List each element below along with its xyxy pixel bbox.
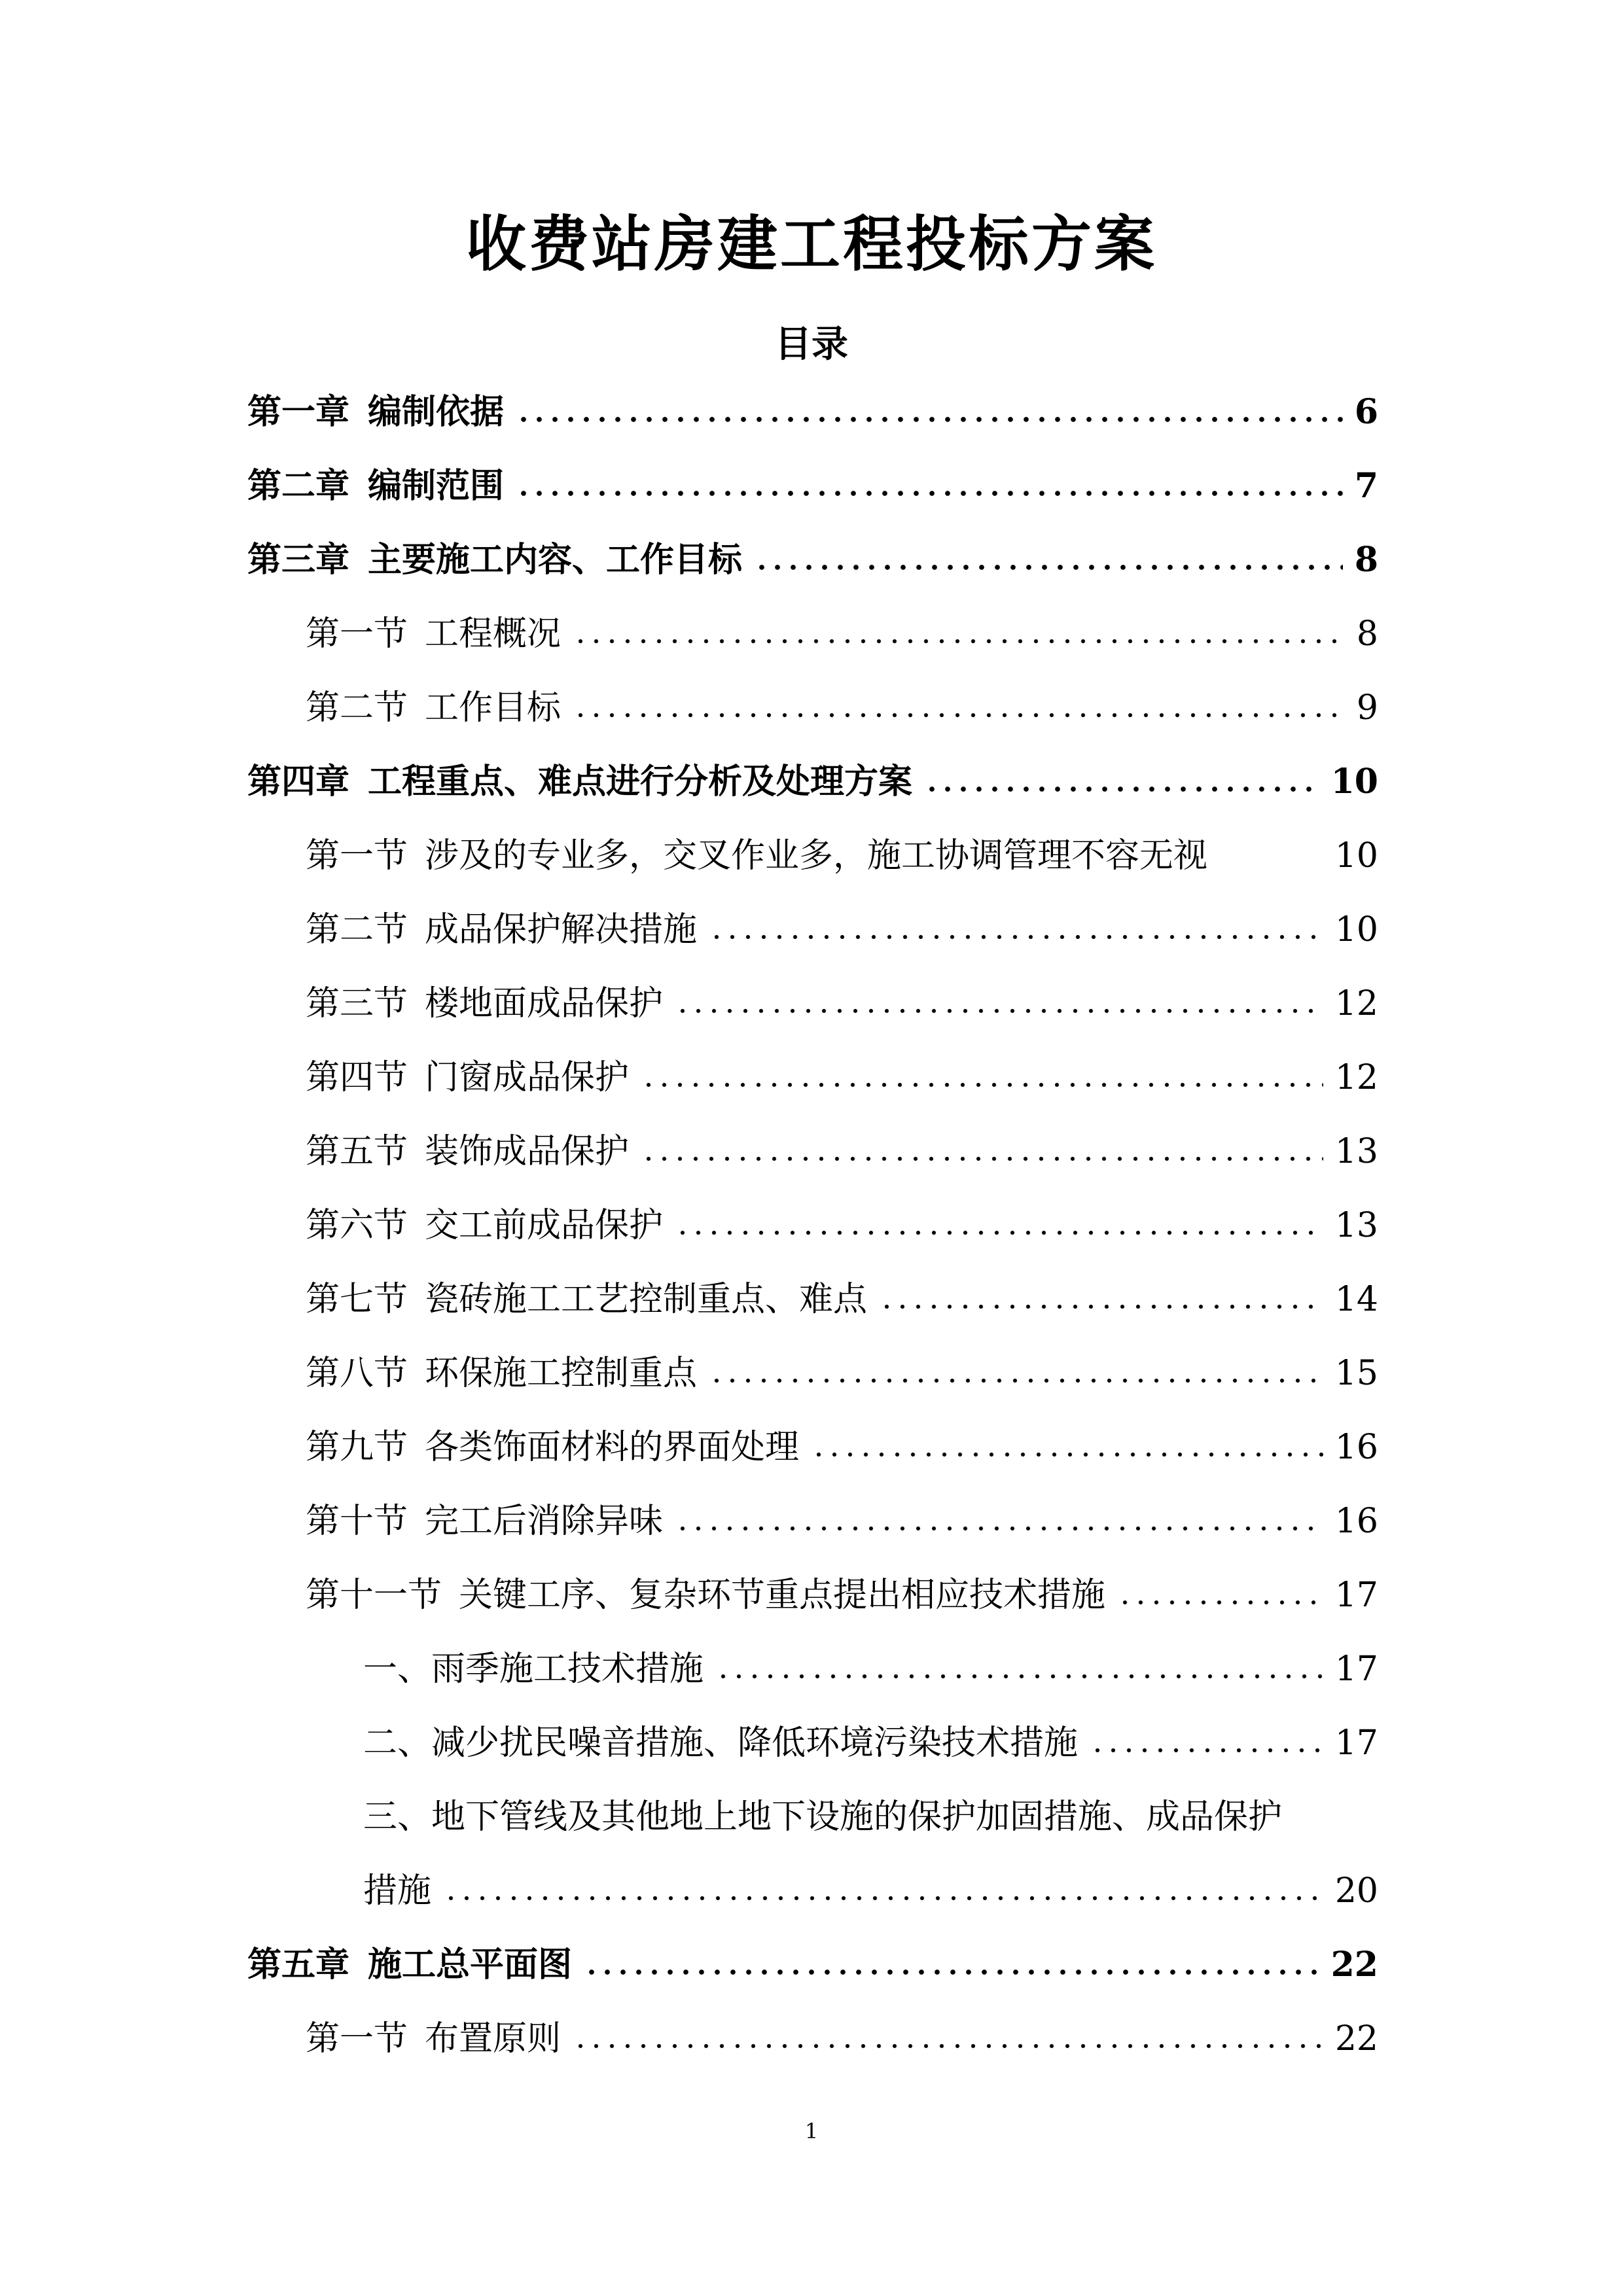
toc-row <box>0 1710 1623 1776</box>
toc-entry-section[interactable] <box>306 1341 1378 1406</box>
dot-leader <box>924 765 1319 799</box>
toc-row <box>0 601 1623 667</box>
toc-number: 第四章 <box>247 762 350 802</box>
toc-row <box>0 1563 1623 1628</box>
toc-label <box>306 984 664 1023</box>
dot-leader <box>715 1652 1323 1686</box>
dot-leader <box>573 2022 1323 2056</box>
toc-label <box>306 1502 664 1541</box>
toc-number: 第一节 <box>306 614 408 654</box>
toc-number: 第三章 <box>247 540 350 580</box>
toc-number: 第一章 <box>247 392 350 432</box>
toc-label <box>247 1945 573 1985</box>
toc-page-number: 17 <box>1334 1723 1378 1763</box>
toc-entry-section[interactable] <box>306 1045 1378 1110</box>
toc-entry-section[interactable] <box>306 823 1378 889</box>
toc-number: 第八节 <box>306 1354 408 1393</box>
toc-entry-chapter-3[interactable] <box>247 527 1378 593</box>
toc-label <box>306 836 1208 875</box>
toc-text: 楼地面成品保护 <box>425 984 664 1023</box>
toc-text: 三、地下管线及其他地上地下设施的保护加固措施、成品保护 <box>363 1797 1283 1837</box>
toc-entry-section[interactable] <box>306 1267 1378 1332</box>
toc-page-number: 9 <box>1356 688 1378 728</box>
toc-entry-section[interactable] <box>306 1563 1378 1628</box>
toc-row <box>0 823 1623 889</box>
toc-number: 第五章 <box>247 1945 350 1985</box>
toc-page-number: 13 <box>1334 1132 1378 1171</box>
toc-label <box>306 910 698 949</box>
toc-page-number: 12 <box>1334 984 1378 1023</box>
toc-page-number: 10 <box>1330 762 1378 802</box>
dot-leader <box>641 1135 1323 1169</box>
toc-page-number: 16 <box>1334 1428 1378 1467</box>
dot-leader <box>516 395 1343 429</box>
toc-number: 第十节 <box>306 1502 408 1541</box>
toc-text: 工程概况 <box>425 614 562 654</box>
toc-text: 涉及的专业多，交叉作业多，施工协调管理不容无视 <box>425 836 1208 875</box>
toc-label <box>247 540 743 580</box>
toc-text: 一、雨季施工技术措施 <box>363 1650 704 1689</box>
toc-text: 瓷砖施工工艺控制重点、难点 <box>425 1280 868 1319</box>
toc-row <box>0 675 1623 741</box>
toc-text: 环保施工控制重点 <box>425 1354 698 1393</box>
toc-number: 第三节 <box>306 984 408 1023</box>
toc-number: 第一节 <box>306 836 408 875</box>
toc-row <box>0 2006 1623 2072</box>
toc-entry-section[interactable] <box>306 1119 1378 1184</box>
toc-text: 交工前成品保护 <box>425 1206 664 1245</box>
toc-entry-item-continued[interactable] <box>363 1858 1378 1924</box>
toc-text: 装饰成品保护 <box>425 1132 630 1171</box>
toc-page-number: 14 <box>1334 1280 1378 1319</box>
toc-text: 编制依据 <box>368 392 505 432</box>
dot-leader <box>443 1874 1323 1908</box>
toc-entry-item[interactable] <box>363 1710 1378 1776</box>
toc-row <box>0 1636 1623 1702</box>
toc-label <box>306 1576 1106 1615</box>
dot-leader <box>641 1061 1323 1095</box>
toc-entry-item[interactable] <box>363 1636 1378 1702</box>
toc-label <box>306 2019 562 2058</box>
toc-text: 措施 <box>363 1871 432 1911</box>
toc-row <box>0 1489 1623 1554</box>
toc-label <box>247 392 505 432</box>
toc-page-number: 12 <box>1334 1058 1378 1097</box>
toc-entry-section[interactable] <box>306 1193 1378 1258</box>
toc-number: 第九节 <box>306 1428 408 1467</box>
toc-label <box>247 762 913 802</box>
toc-row <box>0 1415 1623 1480</box>
dot-leader <box>1219 839 1323 873</box>
toc-text: 工程重点、难点进行分析及处理方案 <box>368 762 913 802</box>
toc-heading: 目录 <box>775 323 848 366</box>
dot-leader <box>573 691 1345 725</box>
toc-page-number: 15 <box>1334 1354 1378 1393</box>
toc-text: 工作目标 <box>425 688 562 728</box>
toc-entry-item[interactable] <box>363 1784 1378 1850</box>
toc-row <box>0 749 1623 815</box>
toc-number: 第十一节 <box>306 1576 442 1615</box>
toc-number: 第二章 <box>247 466 350 506</box>
toc-page-number: 7 <box>1354 466 1378 506</box>
toc-text: 施工总平面图 <box>368 1945 573 1985</box>
toc-row <box>0 897 1623 963</box>
toc-entry-section[interactable] <box>306 1415 1378 1480</box>
toc-entry-section[interactable] <box>306 675 1378 741</box>
toc-label <box>306 1206 664 1245</box>
toc-page-number: 17 <box>1334 1650 1378 1689</box>
toc-text: 编制范围 <box>368 466 505 506</box>
toc-page-number: 22 <box>1334 2019 1378 2058</box>
toc-number: 第二节 <box>306 910 408 949</box>
toc-label <box>306 1428 800 1467</box>
toc-label <box>306 1132 630 1171</box>
toc-entry-chapter-1[interactable] <box>247 380 1378 445</box>
toc-label <box>306 1058 630 1097</box>
toc-entry-section[interactable] <box>306 2006 1378 2072</box>
document-title: 收费站房建工程投标方案 <box>465 209 1157 279</box>
toc-text: 各类饰面材料的界面处理 <box>425 1428 800 1467</box>
dot-leader <box>811 1430 1323 1464</box>
toc-number: 第六节 <box>306 1206 408 1245</box>
toc-number: 第一节 <box>306 2019 408 2058</box>
dot-leader <box>584 1948 1319 1982</box>
toc-entry-chapter-2[interactable] <box>247 453 1378 519</box>
toc-page-number: 20 <box>1334 1871 1378 1911</box>
toc-entry-chapter-4[interactable] <box>247 749 1378 815</box>
toc-page-number: 8 <box>1356 614 1378 654</box>
toc-entry-section[interactable] <box>306 601 1378 667</box>
dot-leader <box>516 469 1343 503</box>
toc-page-number: 17 <box>1334 1576 1378 1615</box>
toc-number: 第二节 <box>306 688 408 728</box>
toc-row <box>0 1932 1623 1998</box>
toc-number: 第五节 <box>306 1132 408 1171</box>
toc-number: 第四节 <box>306 1058 408 1097</box>
toc-text: 成品保护解决措施 <box>425 910 698 949</box>
toc-row <box>0 1045 1623 1110</box>
toc-label <box>306 1280 868 1319</box>
toc-row <box>0 527 1623 593</box>
dot-leader <box>709 913 1323 947</box>
toc-row <box>0 1267 1623 1332</box>
toc-label <box>247 466 505 506</box>
toc-label <box>306 1354 698 1393</box>
toc-page-number: 10 <box>1334 836 1378 875</box>
toc-page-number: 8 <box>1354 540 1378 580</box>
toc-text: 布置原则 <box>425 2019 562 2058</box>
toc-row <box>0 1858 1623 1924</box>
page-number: 1 <box>804 2119 819 2144</box>
toc-page-number: 13 <box>1334 1206 1378 1245</box>
toc-entry-section[interactable] <box>306 971 1378 1036</box>
toc-page-number: 22 <box>1330 1945 1378 1985</box>
dot-leader <box>754 543 1343 577</box>
toc-entry-chapter-5[interactable] <box>247 1932 1378 1998</box>
dot-leader <box>675 1504 1323 1538</box>
toc-page-number: 16 <box>1334 1502 1378 1541</box>
toc-row <box>0 380 1623 445</box>
toc-entry-section[interactable] <box>306 897 1378 963</box>
toc-page-number: 6 <box>1354 392 1378 432</box>
dot-leader <box>879 1282 1323 1316</box>
toc-number: 第七节 <box>306 1280 408 1319</box>
toc-row <box>0 1119 1623 1184</box>
toc-row <box>0 971 1623 1036</box>
dot-leader <box>675 1209 1323 1243</box>
toc-row <box>0 1784 1623 1850</box>
toc-text: 完工后消除异味 <box>425 1502 664 1541</box>
toc-row <box>0 1341 1623 1406</box>
toc-text: 主要施工内容、工作目标 <box>368 540 743 580</box>
toc-entry-section[interactable] <box>306 1489 1378 1554</box>
toc-row <box>0 453 1623 519</box>
dot-leader <box>675 987 1323 1021</box>
toc-text: 二、减少扰民噪音措施、降低环境污染技术措施 <box>363 1723 1079 1763</box>
toc-label <box>306 688 562 728</box>
dot-leader <box>573 617 1345 651</box>
dot-leader <box>709 1356 1323 1390</box>
dot-leader <box>1090 1726 1323 1760</box>
toc-label <box>306 614 562 654</box>
toc-page-number: 10 <box>1334 910 1378 949</box>
toc-row <box>0 1193 1623 1258</box>
toc-text: 关键工序、复杂环节重点提出相应技术措施 <box>459 1576 1106 1615</box>
toc-text: 门窗成品保护 <box>425 1058 630 1097</box>
dot-leader <box>1117 1578 1323 1612</box>
